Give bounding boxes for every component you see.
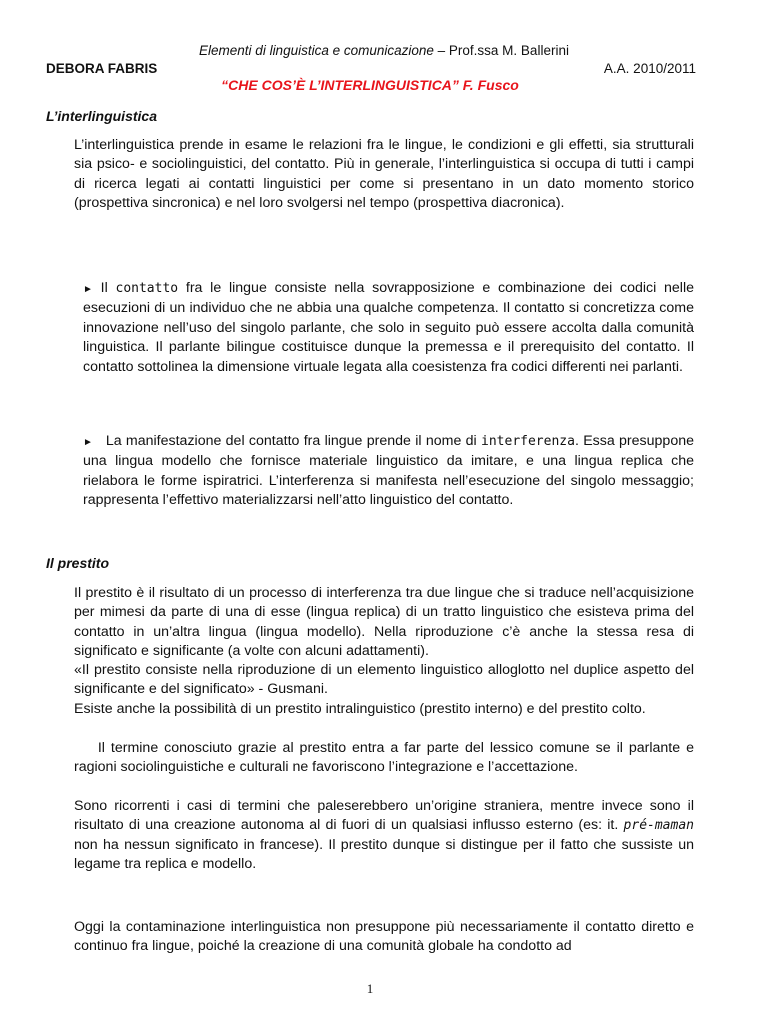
section-heading-prestito: Il prestito <box>46 555 110 571</box>
bullet-contatto-pre: Il <box>92 280 116 296</box>
bullet-contatto-text: fra le lingue consiste nella sovrapposizione e combinazione dei codici nelle esecuzioni di un individuo che ne abbia una qualche competenza. Il contatto si concretizza come innovazione nell’uso del singolo parlante, che solo in seguito può essere accolta dalla comunità linguistica. Il parlante bilingue costituisce dunque la premessa e il prerequisito del contatto. Il contatto sottolinea la dimensione virtuale legata alla coesistenza fra codici differenti nei parlanti. <box>83 280 694 375</box>
paragraph-lessico: Il termine conosciuto grazie al prestito entra a far parte del lessico comune se il parlante e ragioni sociolinguistiche e culturali ne favoriscono l’integrazione e l’accettazione. <box>74 740 698 776</box>
paragraph-prestito-quote: «Il prestito consiste nella riproduzione di un elemento linguistico alloglotto nel duplice aspetto del significante e del significato» - Gusmani. <box>74 662 694 698</box>
course-title: Elementi di linguistica e comunicazione <box>199 43 434 58</box>
paragraph-intro: L’interlinguistica prende in esame le relazioni fra le lingue, le condizioni e gli effetti, sia strutturali sia psico- e sociolinguistici, del contatto. Più in generale, l’interlinguistica si occupa di tutti i campi di ricerca legati ai contatti linguistici per come si presentano in un dato momento storico (prospettiva sincronica) e nel loro svolgersi nel tempo (prospettiva diacronica). <box>74 137 694 212</box>
term-pre-maman: pré-maman <box>623 818 694 834</box>
paragraph-creazione-post: non ha nessun significato in francese). Il prestito dunque si distingue per il fatto che sussiste un legame tra replica e modello. <box>74 836 694 873</box>
bullet-arrow-icon: ► <box>83 437 93 448</box>
student-name: DEBORA FABRIS <box>46 61 158 76</box>
bullet-contatto <box>83 279 694 377</box>
paragraph-prestito-interno: Esiste anche la possibilità di un prestito intralinguistico (prestito interno) e del prestito colto. <box>74 701 646 717</box>
paragraph-prestito-1: Il prestito è il risultato di un processo di interferenza tra due lingue che si traduce nell’acquisizione per mimesi da parte di una di esse (lingua replica) di un tratto linguistico che esisteva prima del contatto in un’altra lingua (lingua modello). Nella riproduzione c’è anche la stessa resa di significato e significante (a volte con alcuni adattamenti). <box>74 585 694 660</box>
paragraph-creazione-autonoma <box>74 797 694 875</box>
course-header <box>0 43 768 58</box>
document-title: “CHE COS’È L’INTERLINGUISTICA” F. Fusco <box>221 77 519 93</box>
bullet-interferenza <box>83 432 694 511</box>
paragraph-contaminazione: Oggi la contaminazione interlinguistica non presuppone più necessariamente il contatto diretto e continuo fra lingue, poiché la creazione di una comunità globale ha condotto ad <box>74 919 694 955</box>
bullet-interferenza-text: . Essa presuppone una lingua modello che fornisce materiale linguistico da imitare, e una lingua replica che rielabora le forme ispiratrici. L’interferenza si manifesta nell’esecuzione del singolo messaggio; rappresenta l’effettivo materializzarsi nell’atto linguistico del contatto. <box>83 433 694 509</box>
term-interferenza: interferenza <box>481 434 575 449</box>
paragraph-creazione-pre: Sono ricorrenti i casi di termini che paleserebbero un’origine straniera, mentre invece sono il risultato di una creazione autonoma al di fuori di un qualsiasi influsso esterno (es: it. <box>74 798 694 834</box>
section-heading-interlinguistica: L’interlinguistica <box>46 108 157 124</box>
bullet-arrow-icon: ► <box>83 284 93 295</box>
bullet-interferenza-pre: La manifestazione del contatto fra lingue prende il nome di <box>92 433 482 449</box>
page-number: 1 <box>366 981 374 996</box>
course-professor: – Prof.ssa M. Ballerini <box>433 43 569 58</box>
term-contatto: contatto <box>115 281 179 296</box>
academic-year: A.A. 2010/2011 <box>603 61 696 76</box>
